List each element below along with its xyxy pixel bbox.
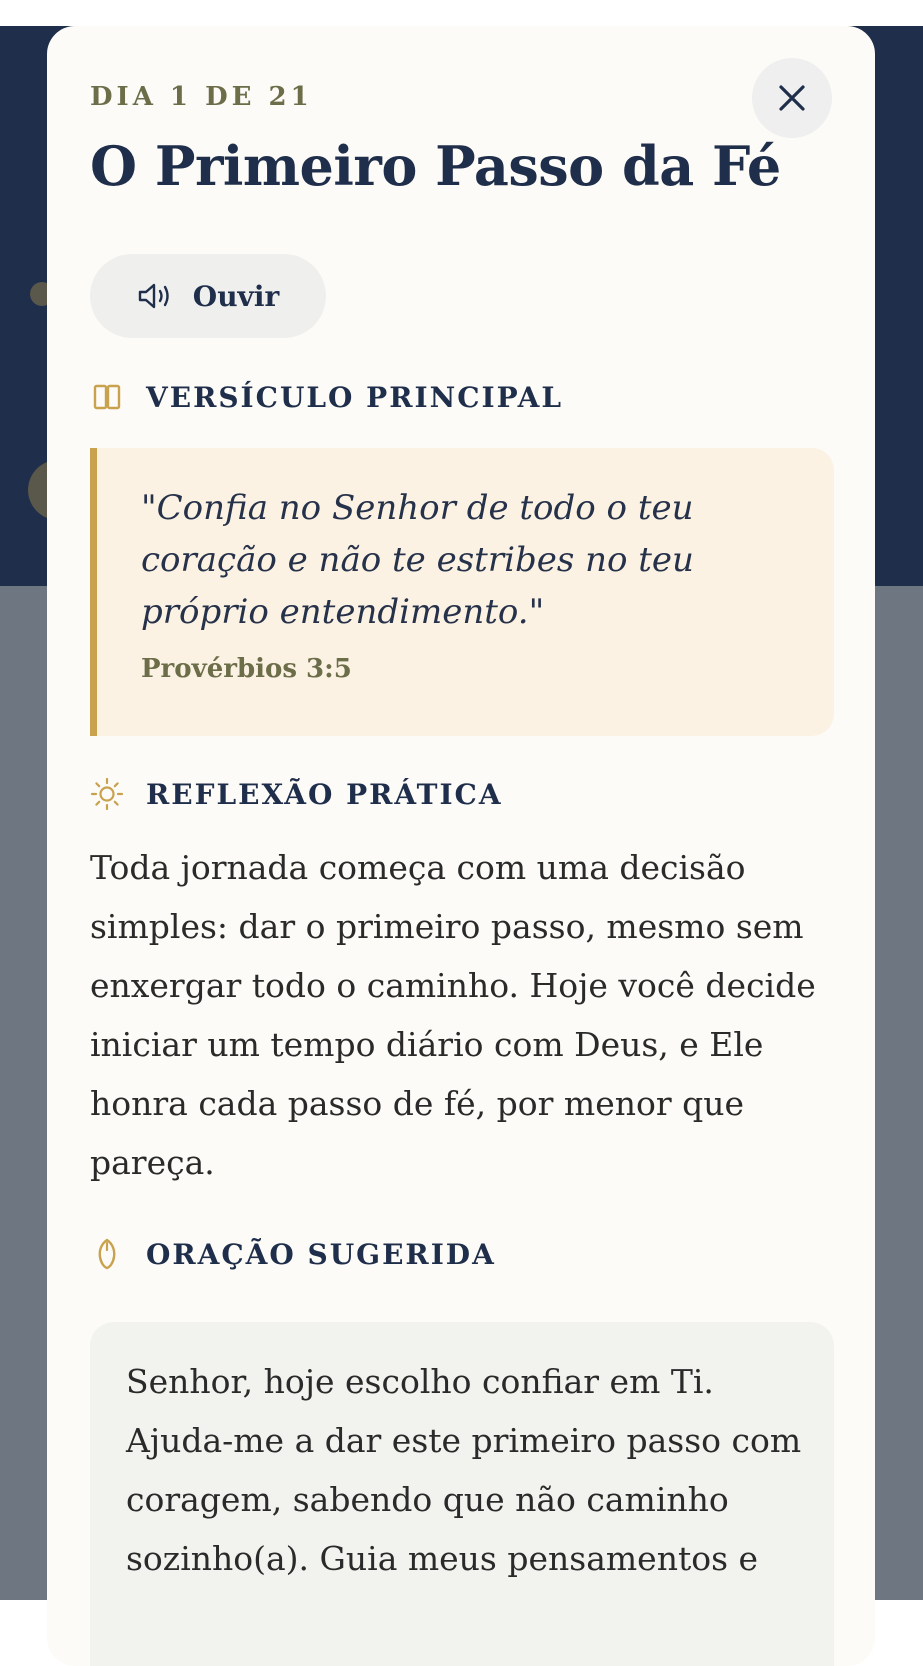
day-progress-label: DIA 1 DE 21 (90, 82, 313, 112)
prayer-card (90, 1322, 834, 1666)
prayer-section-title: ORAÇÃO SUGERIDA (146, 1237, 496, 1271)
verse-text: "Confia no Senhor de todo o teu coração e não te estribes no teu próprio entendimento." (141, 488, 694, 632)
reflection-section-title: REFLEXÃO PRÁTICA (146, 777, 503, 811)
verse-reference: Provérbios 3:5 (141, 654, 352, 684)
page-title: O Primeiro Passo da Fé (90, 134, 781, 198)
reflection-text: Toda jornada começa com uma decisão simples: dar o primeiro passo, mesmo sem enxergar todo o caminho. Hoje você decide iniciar um tempo diário com Deus, e Ele honra cada passo de fé, por menor que pareça. (90, 848, 816, 1182)
verse-section-header (90, 380, 563, 414)
sun-icon (90, 777, 124, 811)
hand-icon (90, 1237, 124, 1271)
speaker-icon (137, 281, 173, 311)
listen-button[interactable] (90, 254, 326, 338)
verse-card (90, 448, 834, 736)
reflection-section-header (90, 777, 503, 811)
book-icon (90, 380, 124, 414)
prayer-text: Senhor, hoje escolho confiar em Ti. Ajuda-me a dar este primeiro passo com coragem, sabendo que não caminho sozinho(a). Guia meus pensamentos e (126, 1362, 802, 1578)
verse-section-title: VERSÍCULO PRINCIPAL (146, 380, 564, 414)
prayer-section-header (90, 1237, 496, 1271)
listen-button-label: Ouvir (192, 279, 280, 313)
devotional-sheet (47, 26, 875, 1666)
close-button[interactable] (752, 58, 832, 138)
close-icon (777, 83, 807, 113)
